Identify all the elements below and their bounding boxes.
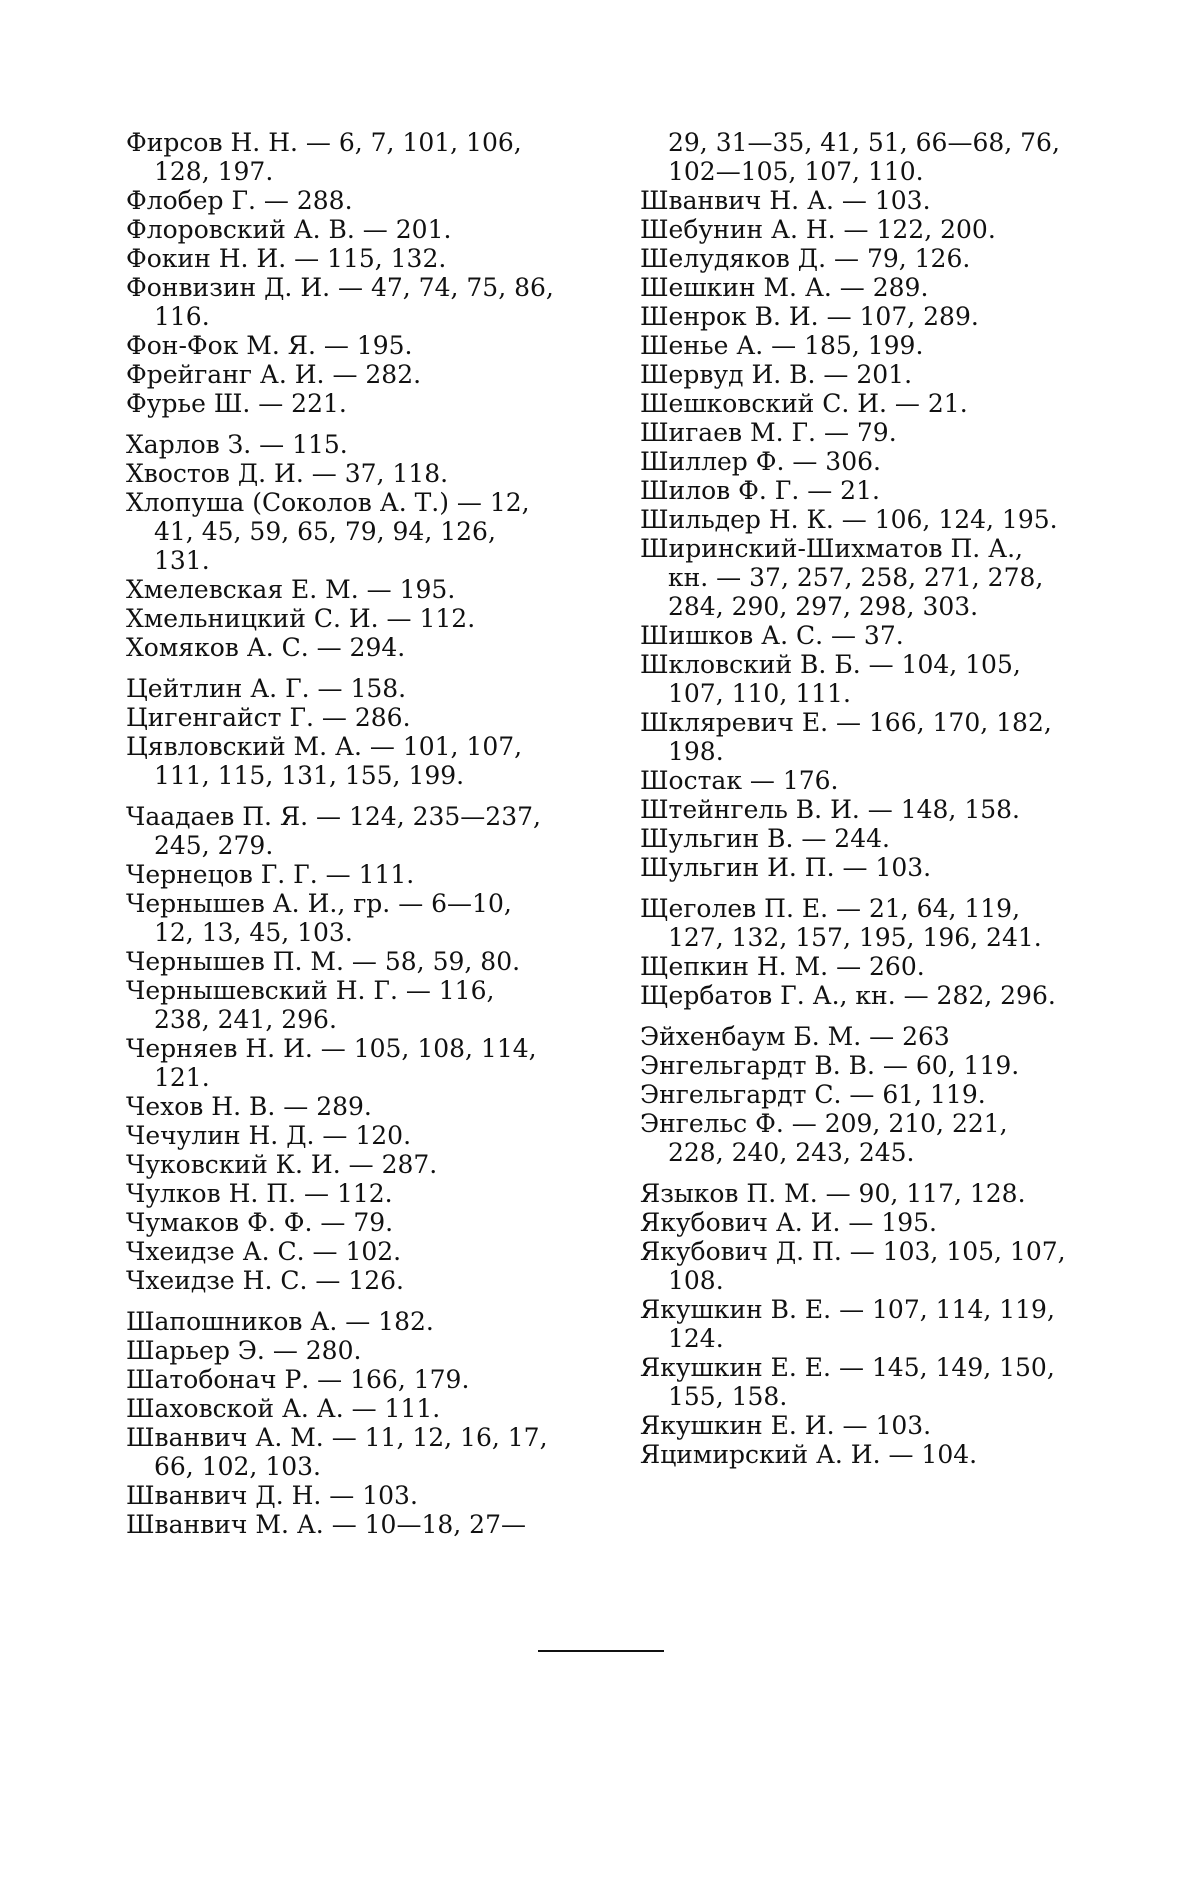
index-entry: Флоровский А. В. — 201. xyxy=(126,215,452,244)
index-entry: Чехов Н. В. — 289. xyxy=(126,1092,372,1121)
index-entry: Шульгин И. П. — 103. xyxy=(640,853,932,882)
index-entry: Чаадаев П. Я. — 124, 235—237, 245, 279. xyxy=(126,802,541,860)
index-entry: Фонвизин Д. И. — 47, 74, 75, 86, 116. xyxy=(126,273,554,331)
letter-group xyxy=(126,674,556,790)
index-entry: Шишков А. С. — 37. xyxy=(640,621,904,650)
index-entry: Хлопуша (Соколов А. Т.) — 12, 41, 45, 59, 65, 79, 94, 126, 131. xyxy=(126,488,530,575)
index-entry: Фрейганг А. И. — 282. xyxy=(126,360,422,389)
index-entry: Флобер Г. — 288. xyxy=(126,186,353,215)
index-entry: Яцимирский А. И. — 104. xyxy=(640,1440,978,1469)
letter-group xyxy=(126,430,556,662)
index-entry: Энгельс Ф. — 209, 210, 221, 228, 240, 243, 245. xyxy=(640,1109,1008,1167)
index-entry: Шкловский В. Б. — 104, 105, 107, 110, 111. xyxy=(640,650,1021,708)
end-rule xyxy=(538,1650,664,1652)
index-entry: Харлов З. — 115. xyxy=(126,430,348,459)
index-column-right xyxy=(640,128,1070,1481)
index-entry: Шарьер Э. — 280. xyxy=(126,1336,362,1365)
index-column-left xyxy=(126,128,556,1551)
index-entry: Чернышевский Н. Г. — 116, 238, 241, 296. xyxy=(126,976,495,1034)
index-entry: Чернецов Г. Г. — 111. xyxy=(126,860,415,889)
letter-group xyxy=(640,894,1070,1010)
letter-group xyxy=(126,1307,556,1539)
index-entry: Шервуд И. В. — 201. xyxy=(640,360,913,389)
index-entry: Шостак — 176. xyxy=(640,766,839,795)
index-entry: Хвостов Д. И. — 37, 118. xyxy=(126,459,449,488)
letter-group xyxy=(126,802,556,1295)
index-entry: Чуковский К. И. — 287. xyxy=(126,1150,438,1179)
index-entry: Шешкин М. А. — 289. xyxy=(640,273,929,302)
index-entry: Энгельгардт В. В. — 60, 119. xyxy=(640,1051,1020,1080)
index-entry: Шигаев М. Г. — 79. xyxy=(640,418,897,447)
index-entry: Чернышев П. М. — 58, 59, 80. xyxy=(126,947,521,976)
index-entry: Шебунин А. Н. — 122, 200. xyxy=(640,215,996,244)
letter-group xyxy=(126,128,556,418)
index-entry: Шванвич М. А. — 10—18, 27— xyxy=(126,1510,526,1539)
index-entry: Шенье А. — 185, 199. xyxy=(640,331,924,360)
index-entry: Щепкин Н. М. — 260. xyxy=(640,952,925,981)
index-entry: Шильдер Н. К. — 106, 124, 195. xyxy=(640,505,1058,534)
index-entry: Якушкин В. Е. — 107, 114, 119, 124. xyxy=(640,1295,1055,1353)
index-entry: Фирсов Н. Н. — 6, 7, 101, 106, 128, 197. xyxy=(126,128,522,186)
index-entry: Шапошников А. — 182. xyxy=(126,1307,434,1336)
index-entry: Чумаков Ф. Ф. — 79. xyxy=(126,1208,394,1237)
index-entry: Хмельницкий С. И. — 112. xyxy=(126,604,476,633)
index-entry: Шульгин В. — 244. xyxy=(640,824,890,853)
index-entry: Чечулин Н. Д. — 120. xyxy=(126,1121,412,1150)
index-entry: Чулков Н. П. — 112. xyxy=(126,1179,393,1208)
index-entry: Эйхенбаум Б. М. — 263 xyxy=(640,1022,950,1051)
index-entry: Черняев Н. И. — 105, 108, 114, 121. xyxy=(126,1034,537,1092)
index-entry: Цявловский М. А. — 101, 107, 111, 115, 131, 155, 199. xyxy=(126,732,523,790)
index-entry: Шешковский С. И. — 21. xyxy=(640,389,968,418)
index-entry: Якушкин Е. Е. — 145, 149, 150, 155, 158. xyxy=(640,1353,1055,1411)
index-entry: Шилов Ф. Г. — 21. xyxy=(640,476,880,505)
index-entry: Шкляревич Е. — 166, 170, 182, 198. xyxy=(640,708,1052,766)
index-entry: Чхеидзе Н. С. — 126. xyxy=(126,1266,404,1295)
index-entry: Шванвич Д. Н. — 103. xyxy=(126,1481,418,1510)
index-entry: Ширинский-Шихматов П. А., кн. — 37, 257, 258, 271, 278, 284, 290, 297, 298, 303. xyxy=(640,534,1044,621)
index-entry: Шванвич А. М. — 11, 12, 16, 17, 66, 102, 103. xyxy=(126,1423,548,1481)
index-entry: Якубович А. И. — 195. xyxy=(640,1208,937,1237)
index-entry: Якубович Д. П. — 103, 105, 107, 108. xyxy=(640,1237,1066,1295)
index-entry: Цигенгайст Г. — 286. xyxy=(126,703,411,732)
index-entry: Хмелевская Е. М. — 195. xyxy=(126,575,456,604)
index-entry: Щербатов Г. А., кн. — 282, 296. xyxy=(640,981,1056,1010)
letter-group xyxy=(640,1179,1070,1469)
index-entry: Щеголев П. Е. — 21, 64, 119, 127, 132, 157, 195, 196, 241. xyxy=(640,894,1042,952)
index-entry: Хомяков А. С. — 294. xyxy=(126,633,406,662)
letter-group xyxy=(640,1022,1070,1167)
index-entry: Цейтлин А. Г. — 158. xyxy=(126,674,407,703)
index-entry: Чернышев А. И., гр. — 6—10, 12, 13, 45, 103. xyxy=(126,889,512,947)
index-entry: Шенрок В. И. — 107, 289. xyxy=(640,302,979,331)
index-entry: Фокин Н. И. — 115, 132. xyxy=(126,244,447,273)
index-entry: Штейнгель В. И. — 148, 158. xyxy=(640,795,1020,824)
index-entry: 29, 31—35, 41, 51, 66—68, 76, 102—105, 107, 110. xyxy=(668,128,1060,186)
index-entry: Шелудяков Д. — 79, 126. xyxy=(640,244,971,273)
index-entry: Языков П. М. — 90, 117, 128. xyxy=(640,1179,1026,1208)
index-entry: Якушкин Е. И. — 103. xyxy=(640,1411,932,1440)
index-entry: Фурье Ш. — 221. xyxy=(126,389,347,418)
index-entry: Чхеидзе А. С. — 102. xyxy=(126,1237,402,1266)
index-entry: Шванвич Н. А. — 103. xyxy=(640,186,931,215)
index-entry: Шаховской А. А. — 111. xyxy=(126,1394,441,1423)
index-entry: Шатобонач Р. — 166, 179. xyxy=(126,1365,470,1394)
index-entry: Энгельгардт С. — 61, 119. xyxy=(640,1080,986,1109)
letter-group xyxy=(640,128,1070,882)
index-entry: Фон-Фок М. Я. — 195. xyxy=(126,331,413,360)
index-entry: Шиллер Ф. — 306. xyxy=(640,447,881,476)
